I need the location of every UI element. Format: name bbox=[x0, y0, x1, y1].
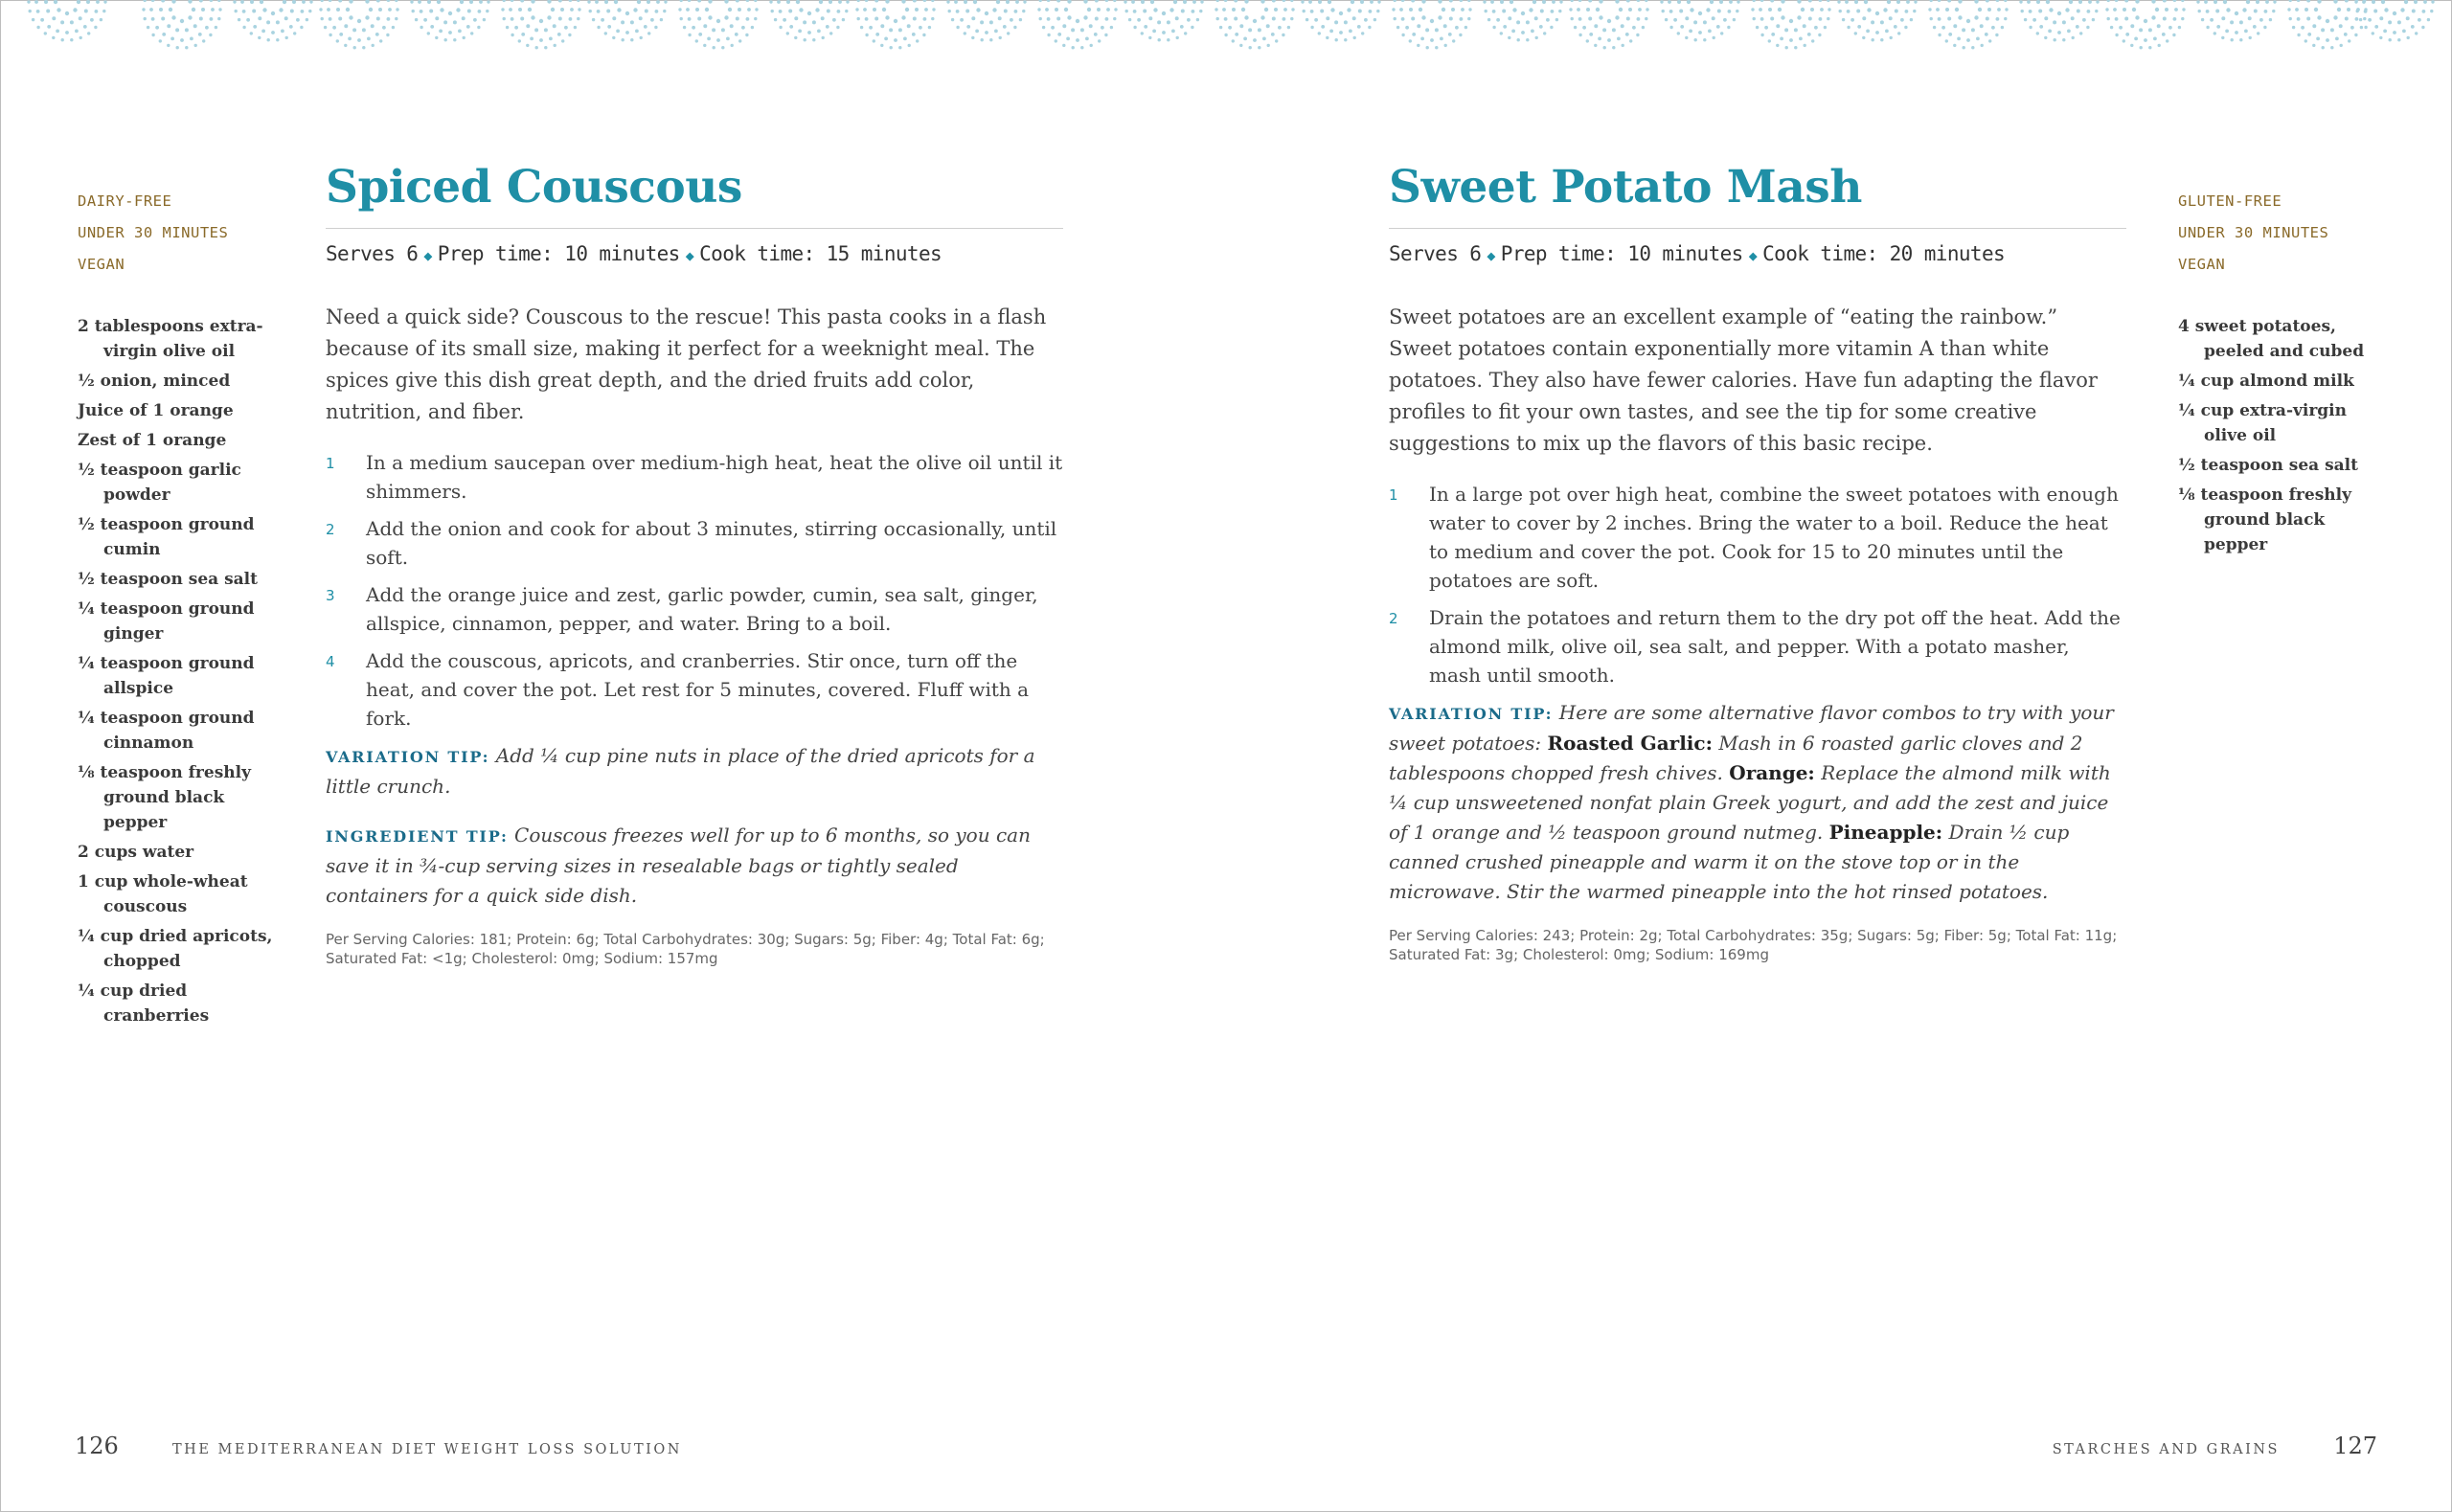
recipe-steps bbox=[326, 448, 1063, 733]
step-text: Add the orange juice and zest, garlic powder, cumin, sea salt, ginger, allspice, cinnamon, pepper, and water. Bring to a boil. bbox=[366, 583, 1038, 635]
diamond-separator-icon: ◆ bbox=[1487, 247, 1495, 264]
ingredient-tip bbox=[326, 821, 1063, 911]
step-number: 3 bbox=[326, 587, 335, 604]
dotted-circle-ornament-icon bbox=[1037, 0, 1117, 49]
step-text: Drain the potatoes and return them to the dry pot off the heat. Add the almond milk, olive oil, sea salt, and pepper. With a potato masher, mash until smooth. bbox=[1429, 606, 2121, 687]
cook-time-text: Cook time: 15 minutes bbox=[699, 242, 942, 265]
combo-text: Replace the almond milk with ¼ cup unsweetened nonfat plain Greek yogurt, and add the zest and juice of 1 orange and ½ teaspoon ground nutmeg. bbox=[1389, 761, 2111, 844]
serves-text: Serves 6 bbox=[326, 242, 419, 265]
ingredient-item: ¼ cup dried cranberries bbox=[78, 982, 210, 1026]
dotted-circle-ornament-icon bbox=[946, 0, 1026, 41]
variation-tip bbox=[1389, 698, 2126, 907]
tag-under-30-minutes: UNDER 30 MINUTES bbox=[2178, 224, 2329, 241]
nutrition-info: Per Serving Calories: 243; Protein: 2g; Total Carbohydrates: 35g; Sugars: 5g; Fiber: 5g; Total Fat: 11g; Saturated Fat: 3g; Cholesterol: 0mg; Sodium: 169mg bbox=[1389, 927, 2118, 963]
dotted-circle-ornament-icon bbox=[1928, 0, 2008, 49]
dotted-circle-ornament-icon bbox=[1569, 0, 1648, 49]
step-text: Add the onion and cook for about 3 minutes, stirring occasionally, until soft. bbox=[366, 517, 1057, 569]
right-running-footer: STARCHES AND GRAINS bbox=[2052, 1442, 2280, 1457]
step-item bbox=[326, 448, 1063, 506]
combo-text: Mash in 6 roasted garlic cloves and 2 tablespoons chopped fresh chives. bbox=[1389, 732, 2083, 784]
dotted-circle-ornament-icon bbox=[27, 0, 106, 41]
recipe-meta bbox=[1389, 242, 2126, 275]
ingredient-item: ¼ cup dried apricots, chopped bbox=[78, 927, 273, 971]
tag-dairy-free: DAIRY-FREE bbox=[78, 192, 172, 210]
step-number: 2 bbox=[326, 521, 335, 538]
dotted-circle-ornament-icon bbox=[501, 0, 580, 49]
recipe-intro: Sweet potatoes are an excellent example of “eating the rainbow.” Sweet potatoes contain exponentially more vitamin A than white potatoes. They also have fewer calories. Have fun adapting the flavor profiles to fit your own tastes, and see the tip for some creative suggestions to mix up the flavors of this basic recipe. bbox=[1389, 305, 2098, 455]
title-divider bbox=[326, 228, 1063, 229]
dotted-circle-ornament-icon bbox=[1660, 0, 1739, 41]
combo-name: Roasted Garlic: bbox=[1547, 732, 1713, 755]
step-item bbox=[1389, 480, 2126, 595]
serves-text: Serves 6 bbox=[1389, 242, 1482, 265]
ingredient-item: ⅛ teaspoon freshly ground black pepper bbox=[2178, 485, 2351, 554]
tip-label: VARIATION TIP: bbox=[1389, 705, 1554, 723]
nutrition-info: Per Serving Calories: 181; Protein: 6g; Total Carbohydrates: 30g; Sugars: 5g; Fiber: 4g; Total Fat: 6g; Saturated Fat: <1g; Cholesterol: 0mg; Sodium: 157mg bbox=[326, 931, 1045, 967]
ingredient-item: ½ onion, minced bbox=[78, 372, 231, 391]
tip-intro: Here are some alternative flavor combos to try with your sweet potatoes: bbox=[1389, 701, 2114, 755]
dotted-circle-ornament-icon bbox=[2354, 0, 2434, 41]
variation-tip bbox=[326, 741, 1063, 801]
ingredient-item: ½ teaspoon sea salt bbox=[2178, 456, 2358, 475]
right-dietary-tags bbox=[2178, 186, 2328, 281]
dotted-circle-ornament-icon bbox=[587, 0, 667, 41]
diamond-separator-icon: ◆ bbox=[423, 247, 432, 264]
combo-name: Pineapple: bbox=[1828, 821, 1943, 844]
right-page-number: 127 bbox=[2333, 1433, 2377, 1459]
ingredient-item: ⅛ teaspoon freshly ground black pepper bbox=[78, 763, 251, 832]
ingredient-item: ¼ cup almond milk bbox=[2178, 372, 2354, 391]
tip-text: Add ¼ cup pine nuts in place of the dried apricots for a little crunch. bbox=[326, 744, 1035, 798]
recipe-sweet-potato-mash bbox=[1389, 157, 2126, 979]
dotted-circle-ornament-icon bbox=[678, 0, 758, 49]
recipe-intro: Need a quick side? Couscous to the rescue! This pasta cooks in a flash because of its small size, making it perfect for a weeknight meal. The spices give this dish great depth, and the dried fruits add color, nutrition, and fiber. bbox=[326, 305, 1047, 423]
dotted-circle-ornament-icon bbox=[855, 0, 935, 49]
title-divider bbox=[1389, 228, 2126, 229]
dotted-circle-ornament-icon bbox=[2196, 0, 2276, 41]
step-item bbox=[326, 646, 1063, 733]
prep-time-text: Prep time: 10 minutes bbox=[437, 242, 680, 265]
left-page-number: 126 bbox=[75, 1433, 119, 1459]
dotted-circle-ornament-icon bbox=[0, 0, 2452, 57]
dotted-circle-ornament-icon bbox=[1751, 0, 1830, 49]
dotted-circle-ornament-icon bbox=[1837, 0, 1917, 41]
right-ingredient-list bbox=[2178, 314, 2384, 562]
ingredient-item: ¼ teaspoon ground cinnamon bbox=[78, 709, 255, 753]
step-text: In a large pot over high heat, combine the sweet potatoes with enough water to cover by 2 inches. Bring the water to a boil. Reduce the heat to medium and cover the pot. Cook for 15 to 20 minutes until the potatoes are soft. bbox=[1429, 483, 2119, 592]
ingredient-item: ½ teaspoon garlic powder bbox=[78, 461, 241, 505]
left-ingredient-list bbox=[78, 314, 279, 1033]
dotted-circle-ornament-icon bbox=[769, 0, 849, 41]
prep-time-text: Prep time: 10 minutes bbox=[1500, 242, 1743, 265]
step-number: 1 bbox=[1389, 486, 1398, 504]
dotted-circle-ornament-icon bbox=[1483, 0, 1562, 41]
dotted-circle-ornament-icon bbox=[319, 0, 398, 49]
step-text: Add the couscous, apricots, and cranberries. Stir once, turn off the heat, and cover the pot. Let rest for 5 minutes, covered. Fluff with a fork. bbox=[366, 649, 1030, 730]
step-item bbox=[326, 514, 1063, 572]
ingredient-item: Juice of 1 orange bbox=[78, 401, 234, 420]
dotted-circle-ornament-icon bbox=[2105, 0, 2185, 49]
ingredient-item: 2 cups water bbox=[78, 843, 194, 862]
combo-name: Orange: bbox=[1729, 761, 1815, 784]
tip-text: Couscous freezes well for up to 6 months, so you can save it in ¾-cup serving sizes in resealable bags or tightly sealed containers for a quick side dish. bbox=[326, 824, 1031, 907]
dotted-circle-ornament-icon bbox=[233, 0, 312, 41]
step-item bbox=[326, 580, 1063, 638]
dotted-circle-ornament-icon bbox=[2019, 0, 2099, 41]
dotted-circle-ornament-icon bbox=[142, 0, 221, 49]
recipe-spiced-couscous bbox=[326, 157, 1063, 982]
recipe-steps bbox=[1389, 480, 2126, 689]
recipe-title: Sweet Potato Mash bbox=[1389, 161, 1862, 214]
dotted-circle-ornament-icon bbox=[1301, 0, 1380, 41]
diamond-separator-icon: ◆ bbox=[685, 247, 694, 264]
diamond-separator-icon: ◆ bbox=[1748, 247, 1758, 264]
ingredient-item: ¼ teaspoon ground ginger bbox=[78, 599, 255, 643]
ingredient-item: 1 cup whole-wheat couscous bbox=[78, 872, 248, 916]
ingredient-item: ¼ teaspoon ground allspice bbox=[78, 654, 255, 698]
step-text: In a medium saucepan over medium-high heat, heat the olive oil until it shimmers. bbox=[366, 451, 1063, 503]
ingredient-item: ¼ cup extra-virgin olive oil bbox=[2178, 401, 2347, 445]
step-number: 1 bbox=[326, 455, 335, 472]
ingredient-item: ½ teaspoon ground cumin bbox=[78, 515, 255, 559]
tag-vegan: VEGAN bbox=[78, 256, 125, 273]
step-number: 4 bbox=[326, 653, 335, 670]
dotted-circle-ornament-icon bbox=[410, 0, 489, 41]
tag-under-30-minutes: UNDER 30 MINUTES bbox=[78, 224, 229, 241]
ingredient-item: ½ teaspoon sea salt bbox=[78, 570, 258, 589]
step-number: 2 bbox=[1389, 610, 1398, 627]
combo-text: Drain ½ cup canned crushed pineapple and warm it on the stove top or in the microwave. Stir the warmed pineapple into the hot rinsed potatoes. bbox=[1389, 821, 2070, 903]
left-running-footer: THE MEDITERRANEAN DIET WEIGHT LOSS SOLUTION bbox=[172, 1442, 682, 1457]
recipe-meta bbox=[326, 242, 1063, 275]
recipe-title: Spiced Couscous bbox=[326, 161, 742, 214]
ingredient-item: Zest of 1 orange bbox=[78, 431, 227, 450]
cook-time-text: Cook time: 20 minutes bbox=[1762, 242, 2006, 265]
dotted-circle-ornament-icon bbox=[2287, 0, 2367, 49]
dotted-circle-ornament-icon bbox=[1392, 0, 1471, 49]
tip-label: VARIATION TIP: bbox=[326, 748, 490, 766]
dotted-circle-ornament-icon bbox=[1124, 0, 1203, 41]
tip-label: INGREDIENT TIP: bbox=[326, 827, 509, 846]
dotted-circle-ornament-icon bbox=[1215, 0, 1294, 49]
tag-vegan: VEGAN bbox=[2178, 256, 2226, 273]
left-dietary-tags bbox=[78, 186, 228, 281]
step-item bbox=[1389, 603, 2126, 689]
decorative-border bbox=[0, 0, 2452, 57]
ingredient-item: 4 sweet potatoes, peeled and cubed bbox=[2178, 317, 2365, 361]
ingredient-item: 2 tablespoons extra-virgin olive oil bbox=[78, 317, 263, 361]
tag-gluten-free: GLUTEN-FREE bbox=[2178, 192, 2282, 210]
